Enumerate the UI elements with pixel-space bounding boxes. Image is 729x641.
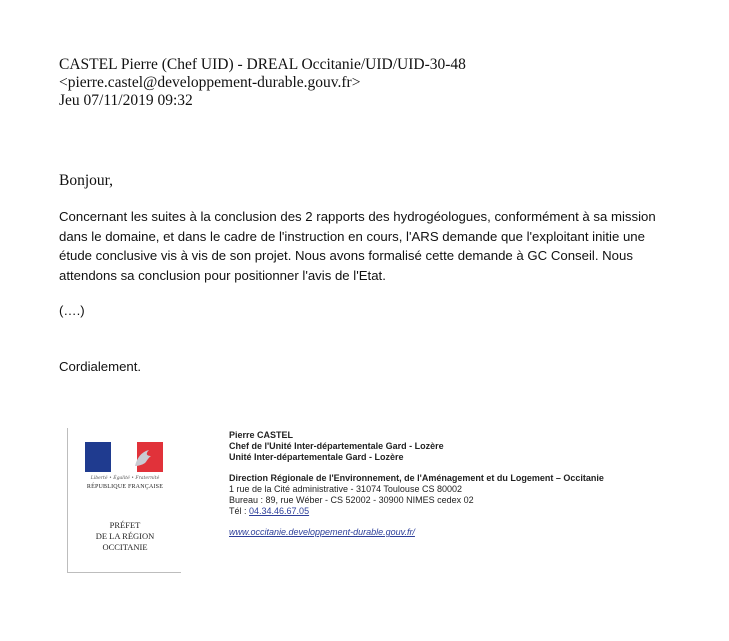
republic-motto: Liberté • Égalité • Fraternité [90, 476, 160, 481]
prefet-label [76, 520, 174, 553]
marianne-icon [131, 444, 157, 470]
prefet-line: DE LA RÉGION [95, 531, 155, 541]
email-signature [229, 430, 604, 538]
greeting: Bonjour, [59, 172, 114, 189]
signature-phone-row [229, 506, 604, 517]
email-header [59, 56, 466, 110]
closing: Cordialement. [59, 359, 142, 374]
message-body [59, 207, 699, 285]
signature-name: Pierre CASTEL [229, 430, 294, 440]
body-line: étude conclusive vis à vis de son projet. Nous avons formalisé cette demande à GC Conseil. Nous [59, 248, 633, 263]
signature-title: Chef de l'Unité Inter-départementale Gard - Lozère [229, 441, 444, 451]
website-link[interactable]: www.occitanie.developpement-durable.gouv.fr/ [229, 527, 415, 537]
french-flag-icon [85, 442, 163, 472]
body-line: dans le domaine, et dans le cadre de l'instruction en cours, l'ARS demande que l'exploitant initie une [59, 228, 645, 244]
phone-label: Tél : [229, 506, 250, 516]
sender-email: <pierre.castel@developpement-durable.gouv.fr> [59, 74, 361, 91]
phone-link[interactable]: 04.34.46.67.05 [249, 506, 310, 516]
prefet-line: PRÉFET [109, 520, 141, 530]
sender-line: CASTEL Pierre (Chef UID) - DREAL Occitanie/UID/UID-30-48 [59, 56, 466, 73]
flag-blue-band [85, 442, 111, 472]
body-line: attendons sa conclusion pour positionner l'avis de l'Etat. [59, 267, 386, 283]
republic-label: RÉPUBLIQUE FRANÇAISE [86, 484, 164, 490]
signature-address-2: Bureau : 89, rue Wéber - CS 52002 - 30900 NIMES cedex 02 [229, 495, 474, 505]
flag-white-band [111, 442, 138, 472]
body-line: Concernant les suites à la conclusion des 2 rapports des hydrogéologues, conformément à sa mission [59, 209, 656, 224]
signature-unit: Unité Inter-départementale Gard - Lozère [229, 452, 404, 462]
prefecture-logo [67, 428, 181, 573]
sent-date: Jeu 07/11/2019 09:32 [59, 92, 193, 109]
ellipsis: (….) [59, 303, 85, 318]
signature-address-1: 1 rue de la Cité administrative - 31074 Toulouse CS 80002 [229, 484, 462, 494]
signature-direction: Direction Régionale de l'Environnement, de l'Aménagement et du Logement – Occitanie [229, 473, 604, 483]
prefet-line: OCCITANIE [102, 542, 148, 552]
